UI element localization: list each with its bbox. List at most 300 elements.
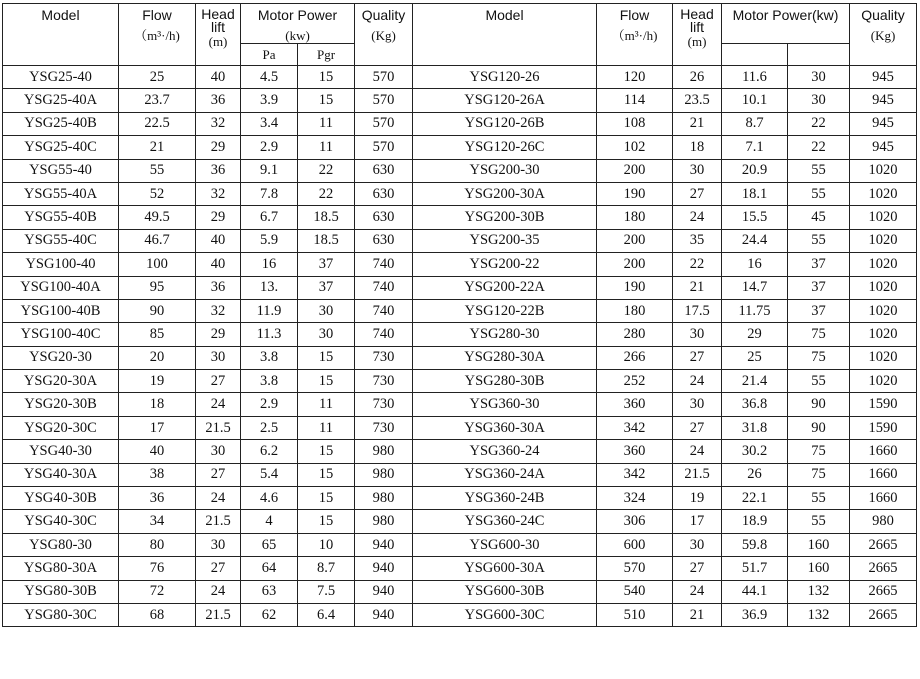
left-flow-cell: 34	[119, 510, 196, 533]
table-row	[3, 603, 917, 626]
right-flow-cell: 360	[597, 393, 673, 416]
right-model-cell: YSG200-30B	[413, 206, 597, 229]
header-head-lift: Head lift (m)	[196, 4, 241, 66]
left-pa-cell: 62	[241, 603, 298, 626]
header-flow-right: Flow （m³·/h)	[597, 4, 673, 66]
header-pgr-right-blank	[788, 44, 850, 66]
right-pgr-cell: 75	[788, 323, 850, 346]
right-flow-cell: 180	[597, 206, 673, 229]
left-flow-cell: 17	[119, 416, 196, 439]
right-quality-cell: 945	[850, 136, 917, 159]
left-pgr-cell: 15	[298, 66, 355, 89]
left-head-cell: 30	[196, 533, 241, 556]
right-flow-cell: 190	[597, 276, 673, 299]
right-head-cell: 30	[673, 533, 722, 556]
table-row	[3, 533, 917, 556]
right-model-cell: YSG200-22A	[413, 276, 597, 299]
left-quality-cell: 740	[355, 276, 413, 299]
right-head-cell: 19	[673, 487, 722, 510]
left-pa-cell: 65	[241, 533, 298, 556]
right-pa-cell: 26	[722, 463, 788, 486]
right-model-cell: YSG600-30	[413, 533, 597, 556]
left-pgr-cell: 11	[298, 136, 355, 159]
right-pa-cell: 59.8	[722, 533, 788, 556]
left-head-cell: 27	[196, 370, 241, 393]
left-model-cell: YSG25-40A	[3, 89, 119, 112]
left-pgr-cell: 30	[298, 299, 355, 322]
right-model-cell: YSG120-26A	[413, 89, 597, 112]
right-model-cell: YSG120-26B	[413, 112, 597, 135]
left-head-cell: 30	[196, 440, 241, 463]
left-flow-cell: 68	[119, 603, 196, 626]
right-flow-cell: 108	[597, 112, 673, 135]
right-quality-cell: 1020	[850, 346, 917, 369]
right-model-cell: YSG200-30A	[413, 182, 597, 205]
left-quality-cell: 940	[355, 533, 413, 556]
left-flow-cell: 90	[119, 299, 196, 322]
right-pgr-cell: 160	[788, 557, 850, 580]
header-flow: Flow （m³·/h)	[119, 4, 196, 66]
right-head-cell: 24	[673, 370, 722, 393]
table-row	[3, 159, 917, 182]
left-pgr-cell: 22	[298, 159, 355, 182]
left-quality-cell: 940	[355, 557, 413, 580]
right-pgr-cell: 22	[788, 112, 850, 135]
right-quality-cell: 1020	[850, 159, 917, 182]
left-flow-cell: 76	[119, 557, 196, 580]
right-pgr-cell: 55	[788, 229, 850, 252]
left-model-cell: YSG55-40	[3, 159, 119, 182]
right-flow-cell: 200	[597, 253, 673, 276]
left-pa-cell: 5.4	[241, 463, 298, 486]
left-quality-cell: 570	[355, 112, 413, 135]
left-model-cell: YSG20-30A	[3, 370, 119, 393]
header-head-unit-right: (m)	[687, 34, 707, 49]
table-row	[3, 510, 917, 533]
left-pgr-cell: 37	[298, 253, 355, 276]
left-pgr-cell: 15	[298, 89, 355, 112]
left-model-cell: YSG80-30	[3, 533, 119, 556]
left-pgr-cell: 15	[298, 463, 355, 486]
right-pgr-cell: 55	[788, 510, 850, 533]
right-model-cell: YSG360-24B	[413, 487, 597, 510]
left-flow-cell: 20	[119, 346, 196, 369]
table-row	[3, 463, 917, 486]
left-quality-cell: 740	[355, 323, 413, 346]
right-pa-cell: 44.1	[722, 580, 788, 603]
left-quality-cell: 730	[355, 346, 413, 369]
right-pgr-cell: 30	[788, 66, 850, 89]
header-quality: Quality (Kg)	[355, 4, 413, 66]
right-flow-cell: 266	[597, 346, 673, 369]
left-flow-cell: 19	[119, 370, 196, 393]
right-pgr-cell: 90	[788, 416, 850, 439]
right-flow-cell: 190	[597, 182, 673, 205]
right-pgr-cell: 22	[788, 136, 850, 159]
right-flow-cell: 114	[597, 89, 673, 112]
left-flow-cell: 49.5	[119, 206, 196, 229]
left-pa-cell: 6.7	[241, 206, 298, 229]
left-head-cell: 24	[196, 580, 241, 603]
right-head-cell: 30	[673, 159, 722, 182]
left-model-cell: YSG20-30B	[3, 393, 119, 416]
left-flow-cell: 23.7	[119, 89, 196, 112]
right-pa-cell: 7.1	[722, 136, 788, 159]
right-pa-cell: 24.4	[722, 229, 788, 252]
header-pgr: Pgr	[298, 44, 355, 66]
right-pa-cell: 14.7	[722, 276, 788, 299]
left-flow-cell: 52	[119, 182, 196, 205]
right-pgr-cell: 75	[788, 440, 850, 463]
header-pa: Pa	[241, 44, 298, 66]
left-pgr-cell: 11	[298, 393, 355, 416]
right-quality-cell: 1660	[850, 463, 917, 486]
table-row	[3, 112, 917, 135]
right-pgr-cell: 75	[788, 463, 850, 486]
left-pa-cell: 11.9	[241, 299, 298, 322]
right-pa-cell: 11.75	[722, 299, 788, 322]
left-quality-cell: 730	[355, 370, 413, 393]
table-row	[3, 276, 917, 299]
right-flow-cell: 540	[597, 580, 673, 603]
header-model: Model	[3, 4, 119, 66]
left-flow-cell: 38	[119, 463, 196, 486]
left-flow-cell: 80	[119, 533, 196, 556]
right-pa-cell: 25	[722, 346, 788, 369]
right-model-cell: YSG360-24C	[413, 510, 597, 533]
left-pgr-cell: 15	[298, 370, 355, 393]
left-pa-cell: 3.4	[241, 112, 298, 135]
header-pa-right-blank	[722, 44, 788, 66]
right-head-cell: 30	[673, 393, 722, 416]
right-quality-cell: 945	[850, 66, 917, 89]
right-head-cell: 17.5	[673, 299, 722, 322]
left-pgr-cell: 15	[298, 440, 355, 463]
left-pgr-cell: 37	[298, 276, 355, 299]
left-quality-cell: 980	[355, 440, 413, 463]
left-flow-cell: 22.5	[119, 112, 196, 135]
left-quality-cell: 630	[355, 206, 413, 229]
right-model-cell: YSG280-30B	[413, 370, 597, 393]
left-pgr-cell: 18.5	[298, 229, 355, 252]
left-flow-cell: 18	[119, 393, 196, 416]
right-pgr-cell: 55	[788, 370, 850, 393]
right-quality-cell: 945	[850, 89, 917, 112]
right-head-cell: 21	[673, 603, 722, 626]
right-flow-cell: 102	[597, 136, 673, 159]
left-model-cell: YSG100-40C	[3, 323, 119, 346]
left-pa-cell: 7.8	[241, 182, 298, 205]
right-head-cell: 27	[673, 182, 722, 205]
left-quality-cell: 570	[355, 66, 413, 89]
left-pa-cell: 2.5	[241, 416, 298, 439]
right-quality-cell: 1590	[850, 393, 917, 416]
right-pa-cell: 18.9	[722, 510, 788, 533]
left-pgr-cell: 15	[298, 346, 355, 369]
left-pa-cell: 3.8	[241, 346, 298, 369]
left-pgr-cell: 11	[298, 112, 355, 135]
right-quality-cell: 1660	[850, 440, 917, 463]
right-quality-cell: 1020	[850, 229, 917, 252]
right-quality-cell: 1590	[850, 416, 917, 439]
table-row	[3, 580, 917, 603]
header-quality-unit: (Kg)	[371, 28, 396, 43]
left-pgr-cell: 15	[298, 510, 355, 533]
right-model-cell: YSG120-26C	[413, 136, 597, 159]
right-head-cell: 21	[673, 276, 722, 299]
left-quality-cell: 940	[355, 603, 413, 626]
right-model-cell: YSG600-30A	[413, 557, 597, 580]
left-pgr-cell: 10	[298, 533, 355, 556]
right-model-cell: YSG360-30	[413, 393, 597, 416]
header-head-lift-right: Head lift (m)	[673, 4, 722, 66]
table-body	[3, 66, 917, 627]
table-row	[3, 299, 917, 322]
right-flow-cell: 180	[597, 299, 673, 322]
left-quality-cell: 630	[355, 229, 413, 252]
right-flow-cell: 360	[597, 440, 673, 463]
right-pa-cell: 31.8	[722, 416, 788, 439]
right-flow-cell: 200	[597, 229, 673, 252]
right-flow-cell: 342	[597, 463, 673, 486]
right-pgr-cell: 160	[788, 533, 850, 556]
right-pa-cell: 36.9	[722, 603, 788, 626]
right-pa-cell: 16	[722, 253, 788, 276]
left-model-cell: YSG40-30A	[3, 463, 119, 486]
left-head-cell: 40	[196, 229, 241, 252]
right-pgr-cell: 30	[788, 89, 850, 112]
right-head-cell: 30	[673, 323, 722, 346]
right-model-cell: YSG280-30A	[413, 346, 597, 369]
right-pgr-cell: 55	[788, 159, 850, 182]
left-head-cell: 29	[196, 136, 241, 159]
left-head-cell: 21.5	[196, 603, 241, 626]
left-flow-cell: 46.7	[119, 229, 196, 252]
right-model-cell: YSG280-30	[413, 323, 597, 346]
left-pa-cell: 13.	[241, 276, 298, 299]
right-head-cell: 24	[673, 580, 722, 603]
right-flow-cell: 570	[597, 557, 673, 580]
left-flow-cell: 85	[119, 323, 196, 346]
left-model-cell: YSG25-40B	[3, 112, 119, 135]
left-flow-cell: 21	[119, 136, 196, 159]
right-flow-cell: 306	[597, 510, 673, 533]
left-pa-cell: 4.6	[241, 487, 298, 510]
table-row	[3, 206, 917, 229]
left-model-cell: YSG20-30C	[3, 416, 119, 439]
left-head-cell: 36	[196, 89, 241, 112]
right-model-cell: YSG120-26	[413, 66, 597, 89]
left-model-cell: YSG40-30C	[3, 510, 119, 533]
right-pgr-cell: 90	[788, 393, 850, 416]
table-row	[3, 370, 917, 393]
right-model-cell: YSG600-30C	[413, 603, 597, 626]
right-flow-cell: 252	[597, 370, 673, 393]
right-head-cell: 22	[673, 253, 722, 276]
right-pgr-cell: 37	[788, 299, 850, 322]
left-pa-cell: 2.9	[241, 393, 298, 416]
right-quality-cell: 980	[850, 510, 917, 533]
left-flow-cell: 95	[119, 276, 196, 299]
right-model-cell: YSG360-24A	[413, 463, 597, 486]
left-head-cell: 32	[196, 112, 241, 135]
left-head-cell: 36	[196, 276, 241, 299]
right-model-cell: YSG200-22	[413, 253, 597, 276]
right-head-cell: 24	[673, 440, 722, 463]
table-row	[3, 440, 917, 463]
left-flow-cell: 40	[119, 440, 196, 463]
left-head-cell: 24	[196, 487, 241, 510]
right-model-cell: YSG360-30A	[413, 416, 597, 439]
right-quality-cell: 1020	[850, 370, 917, 393]
left-pgr-cell: 15	[298, 487, 355, 510]
left-head-cell: 36	[196, 159, 241, 182]
right-head-cell: 17	[673, 510, 722, 533]
right-pa-cell: 10.1	[722, 89, 788, 112]
right-pa-cell: 36.8	[722, 393, 788, 416]
right-pgr-cell: 37	[788, 253, 850, 276]
right-pa-cell: 30.2	[722, 440, 788, 463]
right-pa-cell: 22.1	[722, 487, 788, 510]
right-flow-cell: 510	[597, 603, 673, 626]
left-head-cell: 29	[196, 323, 241, 346]
right-head-cell: 27	[673, 416, 722, 439]
right-head-cell: 27	[673, 557, 722, 580]
left-pa-cell: 4.5	[241, 66, 298, 89]
left-model-cell: YSG80-30A	[3, 557, 119, 580]
right-quality-cell: 1020	[850, 276, 917, 299]
left-flow-cell: 36	[119, 487, 196, 510]
right-flow-cell: 120	[597, 66, 673, 89]
right-model-cell: YSG200-30	[413, 159, 597, 182]
right-model-cell: YSG120-22B	[413, 299, 597, 322]
left-pgr-cell: 30	[298, 323, 355, 346]
left-pgr-cell: 7.5	[298, 580, 355, 603]
right-head-cell: 27	[673, 346, 722, 369]
left-flow-cell: 72	[119, 580, 196, 603]
left-pa-cell: 2.9	[241, 136, 298, 159]
right-head-cell: 23.5	[673, 89, 722, 112]
left-pa-cell: 5.9	[241, 229, 298, 252]
table-row	[3, 89, 917, 112]
left-pa-cell: 64	[241, 557, 298, 580]
left-model-cell: YSG100-40	[3, 253, 119, 276]
right-quality-cell: 1660	[850, 487, 917, 510]
right-pa-cell: 51.7	[722, 557, 788, 580]
right-pgr-cell: 55	[788, 487, 850, 510]
right-quality-cell: 1020	[850, 299, 917, 322]
left-quality-cell: 980	[355, 463, 413, 486]
left-model-cell: YSG55-40A	[3, 182, 119, 205]
header-flow-unit: （m³·/h)	[134, 28, 180, 43]
right-pgr-cell: 132	[788, 603, 850, 626]
left-pa-cell: 63	[241, 580, 298, 603]
right-pa-cell: 20.9	[722, 159, 788, 182]
left-head-cell: 21.5	[196, 510, 241, 533]
right-quality-cell: 2665	[850, 580, 917, 603]
left-quality-cell: 740	[355, 299, 413, 322]
right-quality-cell: 1020	[850, 182, 917, 205]
table-row	[3, 393, 917, 416]
left-quality-cell: 570	[355, 89, 413, 112]
left-quality-cell: 980	[355, 487, 413, 510]
right-model-cell: YSG600-30B	[413, 580, 597, 603]
left-model-cell: YSG20-30	[3, 346, 119, 369]
right-quality-cell: 2665	[850, 557, 917, 580]
right-flow-cell: 200	[597, 159, 673, 182]
right-pa-cell: 21.4	[722, 370, 788, 393]
left-model-cell: YSG40-30	[3, 440, 119, 463]
right-flow-cell: 342	[597, 416, 673, 439]
table-row	[3, 323, 917, 346]
right-head-cell: 18	[673, 136, 722, 159]
header-flow-unit-right: （m³·/h)	[611, 28, 658, 43]
left-flow-cell: 25	[119, 66, 196, 89]
pump-spec-table	[2, 3, 917, 627]
table-row	[3, 182, 917, 205]
table-row	[3, 346, 917, 369]
right-head-cell: 21.5	[673, 463, 722, 486]
right-head-cell: 26	[673, 66, 722, 89]
left-head-cell: 32	[196, 182, 241, 205]
table-row	[3, 229, 917, 252]
left-pa-cell: 3.9	[241, 89, 298, 112]
left-model-cell: YSG55-40B	[3, 206, 119, 229]
left-model-cell: YSG25-40C	[3, 136, 119, 159]
left-model-cell: YSG40-30B	[3, 487, 119, 510]
table-row	[3, 66, 917, 89]
header-quality-right: Quality (Kg)	[850, 4, 917, 66]
left-head-cell: 24	[196, 393, 241, 416]
right-head-cell: 35	[673, 229, 722, 252]
left-head-cell: 32	[196, 299, 241, 322]
left-model-cell: YSG100-40B	[3, 299, 119, 322]
left-model-cell: YSG80-30C	[3, 603, 119, 626]
right-quality-cell: 1020	[850, 206, 917, 229]
left-pgr-cell: 8.7	[298, 557, 355, 580]
left-pa-cell: 11.3	[241, 323, 298, 346]
left-pa-cell: 4	[241, 510, 298, 533]
left-model-cell: YSG80-30B	[3, 580, 119, 603]
right-quality-cell: 1020	[850, 253, 917, 276]
left-quality-cell: 730	[355, 416, 413, 439]
right-quality-cell: 2665	[850, 533, 917, 556]
left-quality-cell: 740	[355, 253, 413, 276]
table-row	[3, 136, 917, 159]
right-quality-cell: 945	[850, 112, 917, 135]
table-row	[3, 557, 917, 580]
right-pa-cell: 11.6	[722, 66, 788, 89]
header-model-right: Model	[413, 4, 597, 66]
header-head-unit: (m)	[208, 34, 228, 49]
right-pgr-cell: 55	[788, 182, 850, 205]
table-row	[3, 253, 917, 276]
left-quality-cell: 570	[355, 136, 413, 159]
left-quality-cell: 630	[355, 182, 413, 205]
left-head-cell: 29	[196, 206, 241, 229]
right-pgr-cell: 37	[788, 276, 850, 299]
right-pgr-cell: 132	[788, 580, 850, 603]
left-head-cell: 30	[196, 346, 241, 369]
right-pa-cell: 8.7	[722, 112, 788, 135]
right-pa-cell: 18.1	[722, 182, 788, 205]
left-pa-cell: 6.2	[241, 440, 298, 463]
left-flow-cell: 100	[119, 253, 196, 276]
header-quality-unit-right: (Kg)	[870, 28, 896, 43]
left-head-cell: 40	[196, 66, 241, 89]
left-pa-cell: 9.1	[241, 159, 298, 182]
left-head-cell: 21.5	[196, 416, 241, 439]
